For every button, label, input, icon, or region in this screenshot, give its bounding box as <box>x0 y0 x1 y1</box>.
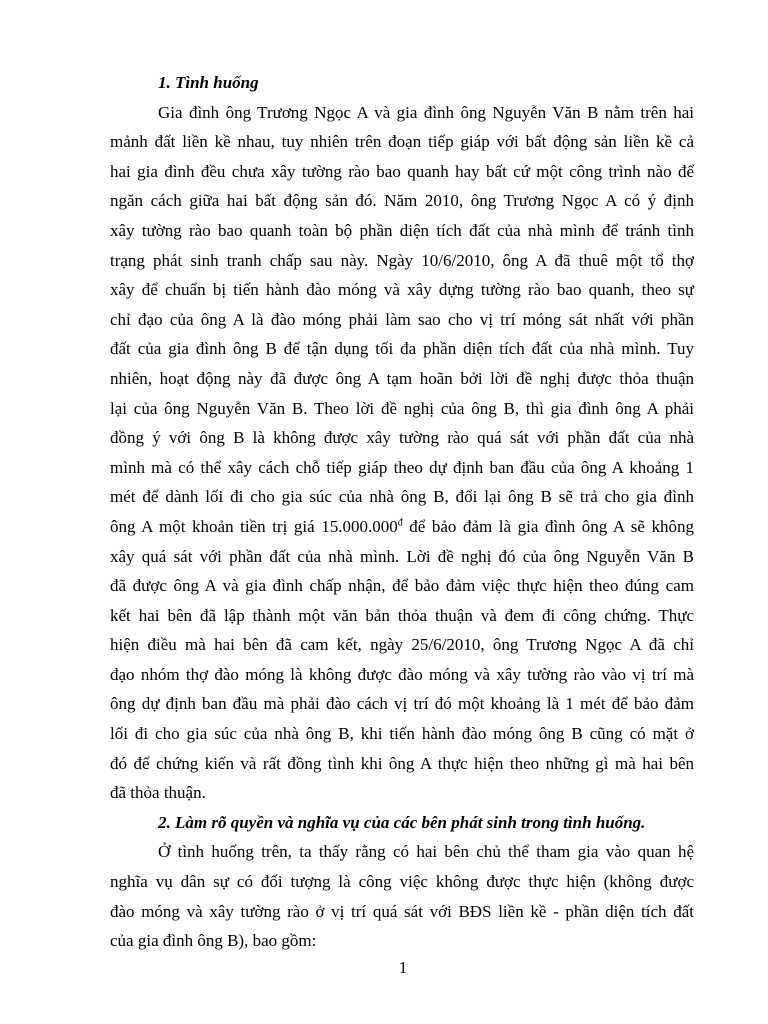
text-line: ông dự định ban đầu mà phải đào cách vị trí đó một khoảng là 1 mét để bảo đảm <box>110 694 694 714</box>
text-line: mình mà có thể xây cách chỗ tiếp giáp theo dự định ban đầu của ông A khoảng 1 <box>110 457 694 477</box>
text-line: kết hai bên đã lập thành một văn bản thỏa thuận và đem đi công chứng. Thực <box>110 605 694 625</box>
section-heading-1: 1. Tình huống <box>158 73 259 92</box>
page-number: 1 <box>398 958 408 977</box>
text-line: xây quá sát với phần đất của nhà mình. Lời đề nghị đó của ông Nguyễn Văn B <box>110 546 694 566</box>
text-line: xây để chuẩn bị tiến hành đào móng và xây dựng tường rào bao quanh, theo sự <box>110 280 694 300</box>
text-line: hai gia đình đều chưa xây tường rào bao quanh hay bất cứ một công trình nào để <box>110 161 694 181</box>
paragraph-2 <box>110 837 694 955</box>
text-line: mét để dành lối đi cho gia súc của nhà ông B, đổi lại ông B sẽ trả cho gia đình <box>110 487 694 507</box>
text-line: lại của ông Nguyễn Văn B. Theo lời đề nghị của ông B, thì gia đình ông A phải <box>110 398 694 418</box>
text-line: ngăn cách giữa hai bất động sản đó. Năm 2010, ông Trương Ngọc A có ý định <box>110 191 694 211</box>
text-line: đất của gia đình ông B để tận dụng tối đa phần diện tích đất của nhà mình. Tuy <box>110 339 694 359</box>
text-line: đó để chứng kiến và rất đồng tình khi ông A thực hiện theo những gì mà hai bên <box>110 753 694 773</box>
text-line: hiện điều mà hai bên đã cam kết, ngày 25/6/2010, ông Trương Ngọc A đã chỉ <box>110 635 694 655</box>
text-line: xây tường rào bao quanh toàn bộ phần diện tích đất của nhà mình để tránh tình <box>110 220 694 240</box>
text-line: mảnh đất liền kề nhau, tuy nhiên trên đoạn tiếp giáp với bất động sản liền kề cả <box>110 132 694 152</box>
text-line: đạo nhóm thợ đào móng là không được đào móng và xây tường rào vào vị trí mà <box>110 664 694 684</box>
text-line: đã thỏa thuận. <box>110 783 206 803</box>
document-page <box>110 68 694 956</box>
section-heading-2: 2. Làm rõ quyền và nghĩa vụ của các bên phát sinh trong tình huống. <box>158 812 646 832</box>
paragraph-1 <box>110 98 694 808</box>
text-line-with-superscript <box>110 512 694 542</box>
text-line: đồng ý với ông B là không được xây tường rào quá sát với phần đất của nhà <box>110 428 694 448</box>
text-fragment: ông A một khoản tiền trị giá 15.000.000 <box>110 516 398 536</box>
text-line: đã được ông A và gia đình chấp nhận, để bảo đảm việc thực hiện theo đúng cam <box>110 576 694 596</box>
currency-superscript: đ <box>397 517 403 529</box>
text-fragment: để bảo đảm là gia đình ông A sẽ không <box>402 516 695 536</box>
text-line: trạng phát sinh tranh chấp sau này. Ngày 10/6/2010, ông A đã thuê một tổ thợ <box>110 250 694 270</box>
text-line: nhiên, hoạt động này đã được ông A tạm hoãn bởi lời đề nghị được thỏa thuận <box>110 368 694 388</box>
text-line: nghĩa vụ dân sự có đối tượng là công việc không được thực hiện (không được <box>110 872 694 892</box>
text-line: chỉ đạo của ông A là đào móng phải làm sao cho vị trí móng sát nhất với phần <box>110 309 694 329</box>
text-line: Gia đình ông Trương Ngọc A và gia đình ông Nguyễn Văn B nằm trên hai <box>158 102 694 122</box>
text-line: lối đi cho gia súc của nhà ông B, khi tiến hành đào móng ông B cũng có mặt ở <box>110 724 694 744</box>
text-line: của gia đình ông B), bao gồm: <box>110 931 317 951</box>
text-line: đào móng và xây tường rào ở vị trí quá sát với BĐS liền kề - phần diện tích đất <box>110 901 694 921</box>
text-line: Ở tình huống trên, ta thấy rằng có hai bên chủ thể tham gia vào quan hệ <box>158 842 694 862</box>
